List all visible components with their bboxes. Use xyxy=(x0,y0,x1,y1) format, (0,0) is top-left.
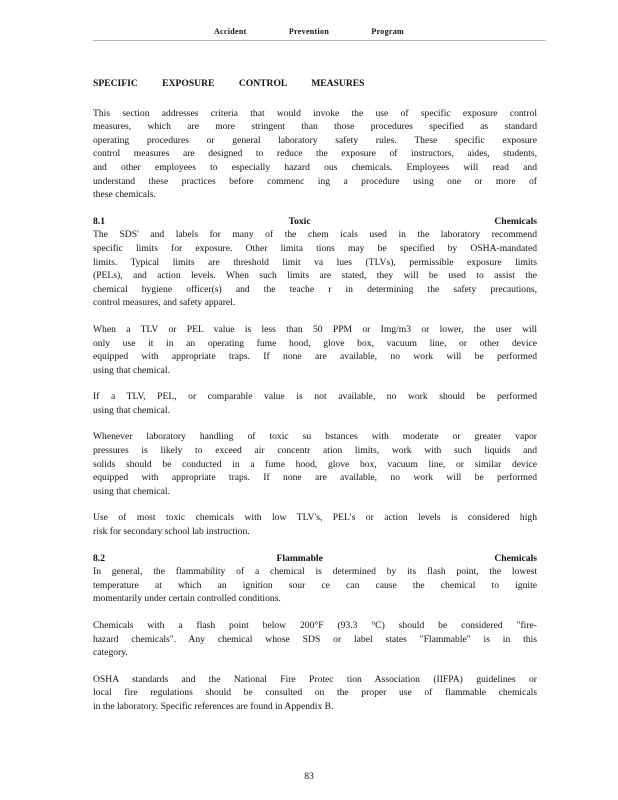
running-header xyxy=(0,27,618,36)
text-line: category. xyxy=(93,647,128,659)
text-line: pressures is likely to exceed air concentr ation limits, work with such liquids and xyxy=(93,445,537,457)
text-line: Use of most toxic chemicals with low TLV's, PEL's or action levels is considered high xyxy=(93,512,537,524)
toxic-paragraph-4 xyxy=(93,430,537,498)
text-line: Whenever laboratory handling of toxic su bstances with moderate or greater vapor xyxy=(93,431,537,443)
text-line: This section addresses criteria that would invoke the use of specific exposure control xyxy=(93,107,537,119)
text-line: OSHA standards and the National Fire Protec tion Association (IIFPA) guidelines or xyxy=(93,673,537,685)
text-line: In general, the flammability of a chemical is determined by its flash point, the lowest xyxy=(93,566,537,578)
toxic-paragraph-2 xyxy=(93,323,537,377)
header-rule xyxy=(93,40,546,41)
text-line: risk for secondary school lab instruction. xyxy=(93,526,250,538)
page-number: 83 xyxy=(304,771,314,782)
text-line: understand these practices before commenc ing a procedure using one or more of xyxy=(93,175,537,187)
text-line: in the laboratory. Specific references are found in Appendix B. xyxy=(93,700,334,712)
text-line: The SDS' and labels for many of the chem icals used in the laboratory recommend xyxy=(93,229,537,241)
text-line: using that chemical. xyxy=(93,364,170,376)
text-line: control measures, and safety apparel. xyxy=(93,297,236,309)
text-line: measures, which are more stringent than those procedures specified as standard xyxy=(93,121,537,133)
text-line: Chemicals with a flash point below 200°F (93.3 °C) should be considered "fire- xyxy=(93,620,537,631)
text-line: these chemicals. xyxy=(93,189,156,201)
subsection-heading-flammable: 8.2 Flammable Chemicals xyxy=(93,552,537,564)
document-body xyxy=(93,77,537,727)
text-line: hazard chemicals". Any chemical whose SDS or label states "Flammable" is in this xyxy=(93,633,537,645)
text-line: temperature at which an ignition sour ce can cause the chemical to ignite xyxy=(93,579,537,591)
text-line: limits. Typical limits are threshold limit va lues (TLVs), permissible exposure limits xyxy=(93,256,537,268)
toxic-paragraph-1 xyxy=(93,215,537,310)
text-line: If a TLV, PEL, or comparable value is not available, no work should be performed xyxy=(93,391,537,403)
flammable-paragraph-2 xyxy=(93,619,537,660)
text-line: local fire regulations should be consulted on the proper use of flammable chemicals xyxy=(93,687,537,699)
text-line: using that chemical. xyxy=(93,404,170,416)
header-accident: Accident xyxy=(213,27,247,36)
text-line: chemical hygiene officer(s) and the teache r in determining the safety precautions, xyxy=(93,283,537,295)
flammable-paragraph-3 xyxy=(93,673,537,714)
header-prevention: Prevention xyxy=(288,27,330,36)
text-line: operating procedures or general laboratory safety rules. These specific exposure xyxy=(93,134,537,146)
text-line: using that chemical. xyxy=(93,485,170,497)
text-line: momentarily under certain controlled conditions. xyxy=(93,593,281,605)
text-line: control measures are designed to reduce the exposure of instructors, aides, students, xyxy=(93,148,537,160)
text-line: (PELs), and action levels. When such limits are stated, they will be used to assist the xyxy=(93,270,537,282)
text-line: When a TLV or PEL value is less than 50 PPM or Img/m3 or lower, the user will xyxy=(93,323,537,335)
text-line: equipped with appropriate traps. If none are available, no work will be performed xyxy=(93,351,537,363)
text-line: only use it in an operating fume hood, glove box, vacuum line, or other device xyxy=(93,337,537,349)
toxic-paragraph-5 xyxy=(93,511,537,538)
intro-paragraph xyxy=(93,107,537,202)
header-program: Program xyxy=(371,27,405,36)
flammable-paragraph-1 xyxy=(93,552,537,606)
subsection-heading-toxic: 8.1 Toxic Chemicals xyxy=(93,215,537,227)
text-line: solids should be conducted in a fume hood, glove box, vacuum line, or similar device xyxy=(93,458,537,470)
text-line: equipped with appropriate traps. If none are available, no work will be performed xyxy=(93,472,537,484)
text-line: and other employees to especially hazard ous chemicals. Employees will read and xyxy=(93,161,537,173)
toxic-paragraph-3 xyxy=(93,390,537,417)
section-title: SPECIFIC EXPOSURE CONTROL MEASURES xyxy=(93,78,365,89)
text-line: specific limits for exposure. Other limita tions may be specified by OSHA-mandated xyxy=(93,242,537,254)
